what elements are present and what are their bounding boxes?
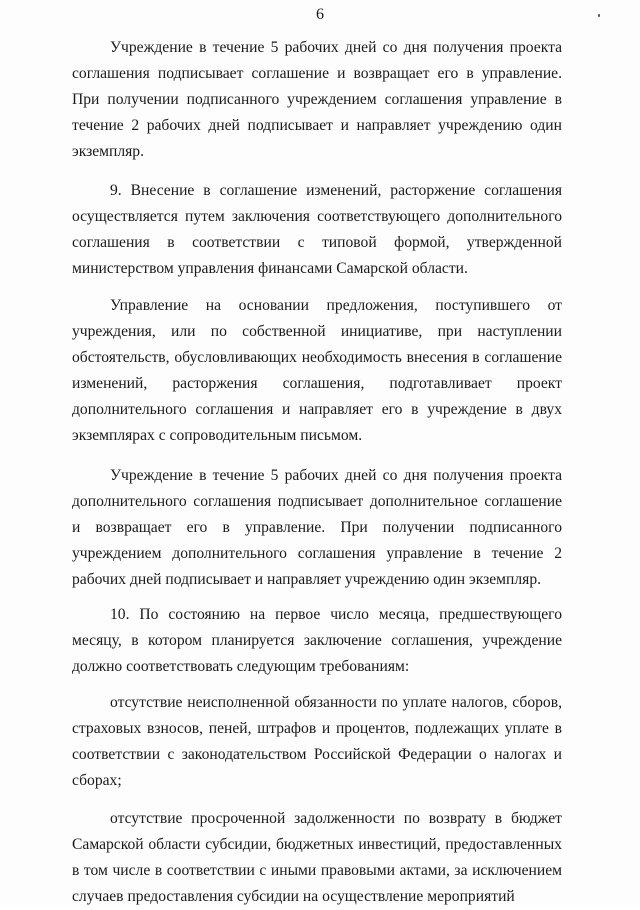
scan-speck — [598, 14, 600, 17]
paragraph-clause-9: 9. Внесение в соглашение изменений, расторжение соглашения осуществляется путем заключения соответствующего дополнительного соглашения в соответствии с типовой формой, утвержденной министерством управления финансами Самарской области. — [72, 182, 562, 277]
document-body — [72, 32, 562, 910]
paragraph-signing-agreement: Учреждение в течение 5 рабочих дней со дня получения проекта соглашения подписывает соглашение и возвращает его в управление. При получении подписанного учреждением соглашения управление в течение 2 рабочих дней подписывает и направляет учреждению один экземпляр. — [72, 39, 562, 160]
paragraph-requirement-debt: отсутствие просроченной задолженности по возврату в бюджет Самарской области субсидии, бюджетных инвестиций, предоставленных в том числе в соответствии с иными правовыми актами, за исключением случаев предоставления субсидии на осуществление мероприятий — [72, 810, 562, 905]
paragraph-signing-additional-agreement: Учреждение в течение 5 рабочих дней со дня получения проекта дополнительного соглашения подписывает дополнительное соглашение и возвращает его в управление. При получении подписанного учреждением дополнительного соглашения управление в течение 2 рабочих дней подписывает и направляет учреждению один экземпляр. — [72, 467, 562, 588]
paragraph-clause-10: 10. По состоянию на первое число месяца, предшествующего месяцу, в котором планируется заключение соглашения, учреждение должно соответствовать следующим требованиям: — [72, 606, 562, 675]
paragraph-requirement-taxes: отсутствие неисполненной обязанности по уплате налогов, сборов, страховых взносов, пеней, штрафов и процентов, подлежащих уплате в соответствии с законодательством Российской Федерации о налогах и сборах; — [72, 694, 562, 789]
page-number: 6 — [316, 6, 324, 23]
paragraph-management-proposal: Управление на основании предложения, поступившего от учреждения, или по собственной инициативе, при наступлении обстоятельств, обусловливающих необходимость внесения в соглашение изменений, расторжения соглашения, подготавливает проект дополнительного соглашения и направляет его в учреждение в двух экземплярах с сопроводительным письмом. — [72, 297, 562, 444]
